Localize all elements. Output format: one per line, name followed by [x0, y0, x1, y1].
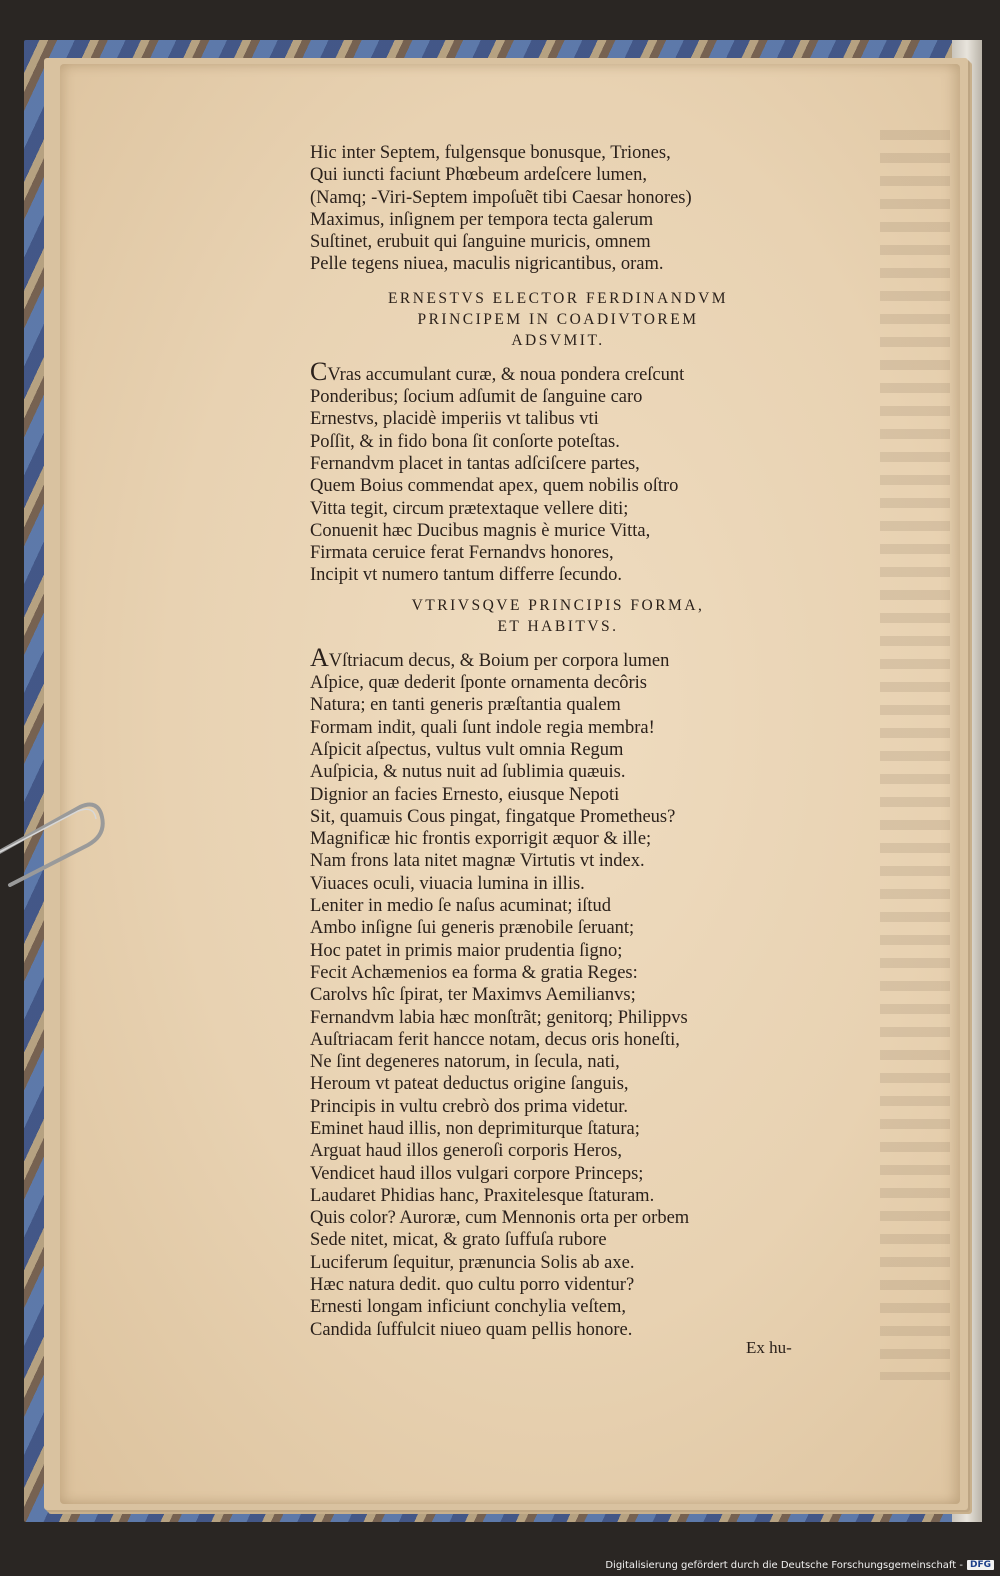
verse-line-initial: CVras accumulant curæ, & noua pondera creſcunt: [310, 356, 685, 386]
verse-line: Ponderibus; ſocium adſumit de ſanguine caro: [310, 387, 643, 408]
verse-line: Nam frons lata nitet magnæ Virtutis vt index.: [310, 851, 645, 872]
verse-line: Pelle tegens niuea, maculis nigricantibus, oram.: [310, 254, 664, 275]
verse-line: Fernandvm labia hæc monſtrãt; genitorq; Philippvs: [310, 1007, 688, 1028]
show-through-text: [880, 130, 950, 1380]
verse-line: Vendicet haud illos vulgari corpore Princeps;: [310, 1163, 644, 1184]
verse-line: Heroum vt pateat deductus origine ſanguis,: [310, 1074, 629, 1095]
dfg-logo[interactable]: DFG: [967, 1560, 994, 1570]
verse-line: Auſtriacam ferit hancce notam, decus oris honeſti,: [310, 1029, 680, 1050]
dfg-footer: [605, 1558, 994, 1572]
heading-line: VTRIVSQVE PRINCIPIS FORMA,: [411, 596, 705, 614]
verse-line: Hæc natura dedit. quo cultu porro videntur?: [310, 1275, 635, 1296]
verse-line: Quem Boius commendat apex, quem nobilis oſtro: [310, 476, 679, 497]
verse-line: Quis color? Auroræ, cum Mennonis orta per orbem: [310, 1208, 690, 1229]
initial-letter: A: [310, 642, 329, 672]
verse-line: Vitta tegit, circum prætextaque vellere diti;: [310, 498, 629, 519]
verse-line: Ambo inſigne ſui generis prænobile ſeruant;: [310, 918, 635, 939]
heading-line: PRINCIPEM IN COADIVTOREM: [417, 310, 699, 328]
verse-line: Candida ſuffulcit niueo quam pellis honore.: [310, 1319, 633, 1340]
verse-line: Poſſit, & in fido bona ſit conſorte poteſtas.: [310, 431, 620, 452]
initial-letter: C: [310, 356, 328, 386]
verse-line: Natura; en tanti generis præſtantia qualem: [310, 695, 621, 716]
verse-line: Fernandvm placet in tantas adſciſcere partes,: [310, 453, 640, 474]
verse-line: Hic inter Septem, fulgensque bonusque, Triones,: [310, 143, 671, 163]
verse-line: Maximus, inſignem per tempora tecta galerum: [310, 209, 654, 230]
heading-line: ET HABITVS.: [497, 617, 619, 635]
verse-line: Sit, quamuis Cous pingat, fingatque Prometheus?: [310, 806, 676, 827]
footer-text: Digitalisierung gefördert durch die Deutsche Forschungsgemeinschaft -: [605, 1559, 963, 1571]
verse-line: Carolvs hîc ſpirat, ter Maximvs Aemilianvs;: [310, 985, 636, 1006]
verse-line: Aſpice, quæ dederit ſponte ornamenta decôris: [310, 673, 648, 694]
verse-line: Magnificæ hic frontis exporrigit æquor & ille;: [310, 829, 652, 850]
verse-line: Fecit Achæmenios ea forma & gratia Reges:: [310, 962, 638, 983]
verse-line: Eminet haud illis, non deprimiturque ſtatura;: [310, 1118, 640, 1139]
verse-line: Ne ſint degeneres natorum, in ſecula, nati,: [310, 1052, 620, 1073]
verse-line-initial: AVſtriacum decus, & Boium per corpora lumen: [310, 642, 670, 672]
verse-line: Conuenit hæc Ducibus magnis è murice Vitta,: [310, 520, 651, 541]
verse-line: Viuaces oculi, viuacia lumina in illis.: [310, 873, 585, 894]
verse-line: Sede nitet, micat, & grato ſuffuſa rubore: [310, 1230, 607, 1251]
verse-line: Formam indit, quali ſunt indole regia membra!: [310, 717, 655, 738]
section-heading-2: [288, 595, 828, 637]
verse-line: Suſtinet, erubuit qui ſanguine muricis, omnem: [310, 232, 651, 253]
catchword: Ex hu-: [746, 1338, 792, 1357]
verse-line: (Namq; -Viri-Septem impoſuẽt tibi Caesar honores): [310, 187, 692, 208]
verse-line: Principis in vultu crebrò dos prima videtur.: [310, 1096, 629, 1117]
verse-line: Aſpicit aſpectus, vultus vult omnia Regum: [310, 739, 624, 760]
section-heading-1: [288, 288, 828, 351]
verse-line: Luciferum ſequitur, prænuncia Solis ab axe.: [310, 1252, 635, 1273]
verse-line: Auſpicia, & nutus nuit ad ſublimia quæuis.: [310, 762, 626, 783]
verse-line: Hoc patet in primis maior prudentia ſigno;: [310, 940, 623, 961]
verse-line: Leniter in medio ſe naſus acuminat; iſtud: [310, 896, 612, 917]
verse-line: Dignior an facies Ernesto, eiusque Nepoti: [310, 784, 620, 805]
verse-line: Ernesti longam inficiunt conchylia veſtem,: [310, 1297, 626, 1318]
page-text: [310, 142, 810, 1341]
verse-line: Laudaret Phidias hanc, Praxitelesque ſtaturam.: [310, 1185, 655, 1206]
heading-line: ADSVMIT.: [511, 331, 605, 349]
paperclip-icon: [0, 795, 108, 887]
verse-line: Ernestvs, placidè imperiis vt talibus vti: [310, 409, 599, 430]
verse-line: Arguat haud illos generoſi corporis Heros,: [310, 1141, 623, 1162]
verse-group-2: [310, 386, 810, 587]
verse-group-3: [310, 672, 810, 1341]
verse-line: Qui iuncti faciunt Phœbeum ardeſcere lumen,: [310, 165, 648, 186]
verse-line: Firmata ceruice ferat Fernandvs honores,: [310, 543, 614, 564]
verse-line: Incipit vt numero tantum differre ſecundo.: [310, 565, 623, 586]
heading-line: ERNESTVS ELECTOR FERDINANDVM: [387, 289, 729, 307]
verse-group-1: [310, 142, 810, 276]
